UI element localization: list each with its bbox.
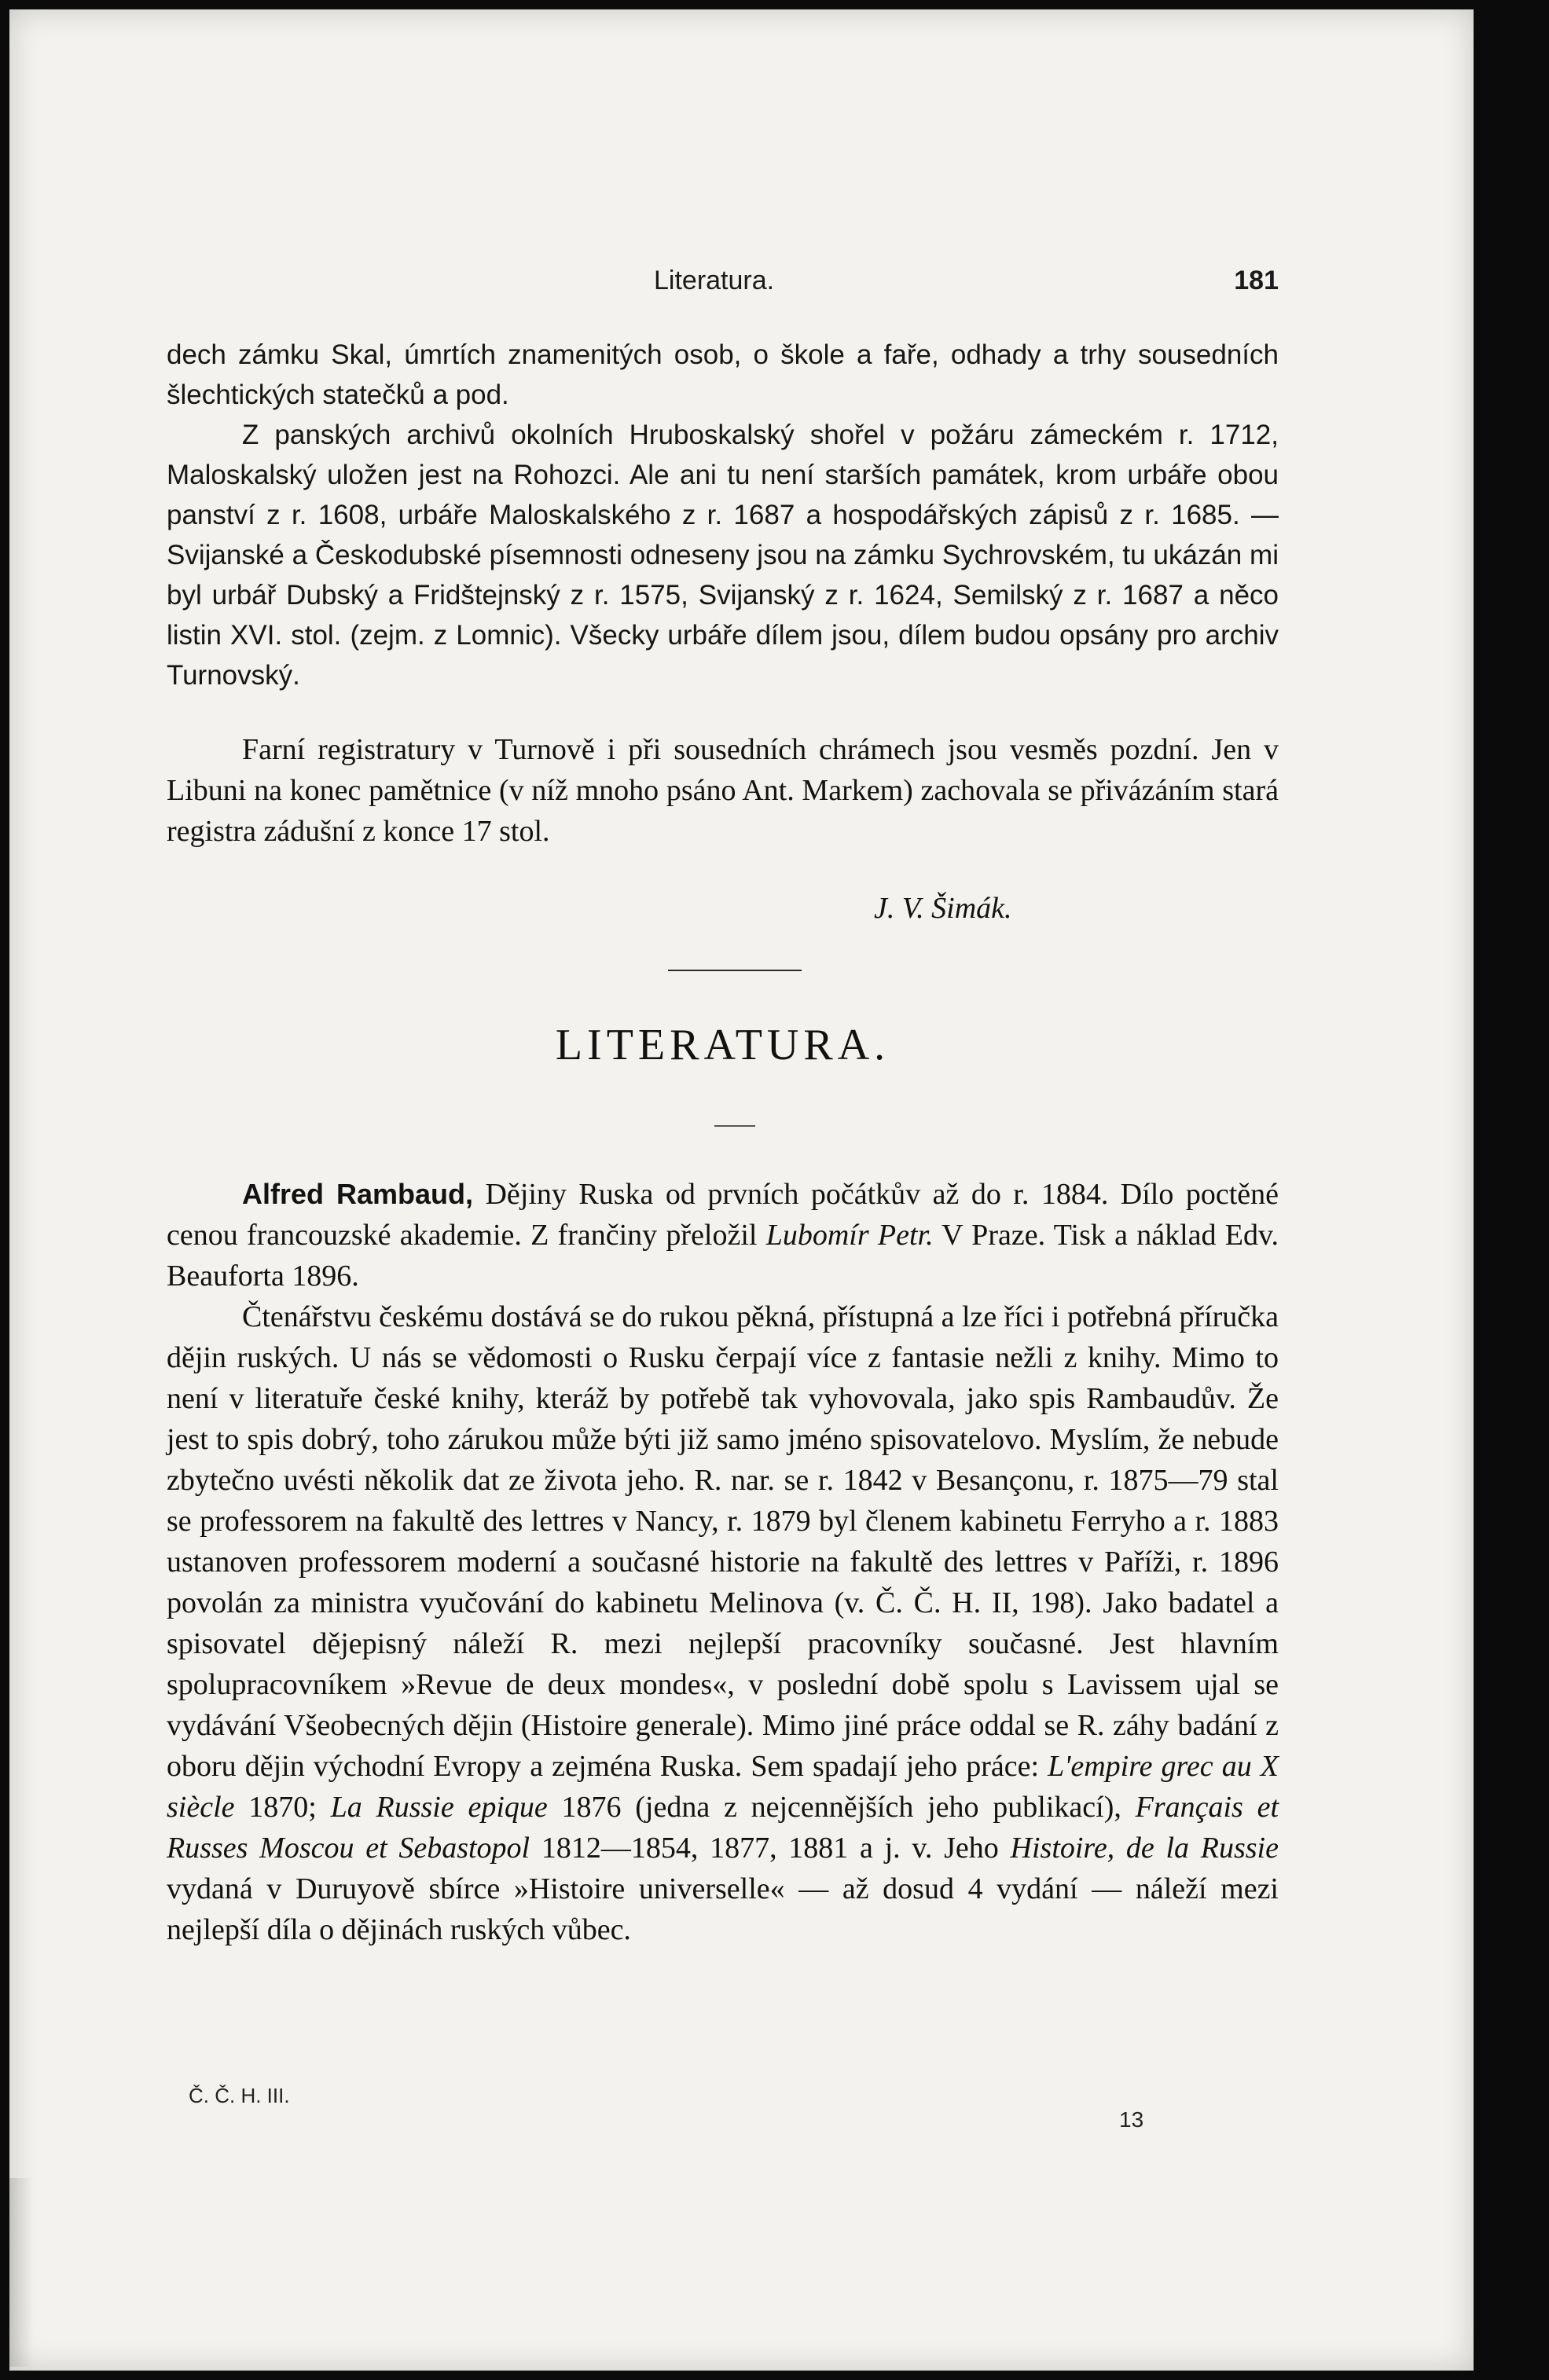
work-title: La Russie epique — [330, 1791, 548, 1824]
sheet-signature: Č. Č. H. III. — [189, 2084, 290, 2107]
page-edge-shadow — [9, 2178, 33, 2367]
review-text: 1876 (jedna z nejcennějších jeho publikací), — [547, 1791, 1136, 1824]
parish-registers-paragraph — [167, 729, 1279, 852]
paragraph: Z panských archivů okolních Hruboskalský shořel v požáru zámeckém r. 1712, Maloskalský uložen jest na Rohozci. Ale ani tu není starších památek, krom urbáře obou panství z r. 1608, urbáře Maloskalského z r. 1687 a hospodářských zápisů z r. 1685. — Svijanské a Českodubské písemnosti odneseny jsou na zámku Sychrovském, tu ukázán mi byl urbář Dubský a Fridštejnský z r. 1575, Svijanský z r. 1624, Semilský z r. 1687 a něco listin XVI. stol. (zejm. z Lomnic). Všecky urbáře dílem jsou, dílem budou opsány pro archiv Turnovský. — [167, 420, 1279, 691]
review-text: 1870; — [234, 1791, 331, 1824]
work-title: Français et Russes Moscou et Sebastopol — [167, 1791, 1279, 1865]
review-citation — [167, 1174, 1279, 1296]
review-text: vydaná v Duruyově sbírce »Histoire universelle« — až dosud 4 vydání — náleží mezi nejlepší díla o dějinách ruských vůbec. — [167, 1872, 1279, 1946]
section-title: LITERATURA. — [555, 1021, 890, 1069]
citation-text: Dějiny Ruska od prvních počátkův až do r. 1884. Dílo poctěné cenou francouzské akademie. Z frančiny přeložil — [167, 1178, 1279, 1252]
review-text: Čtenářstvu českému dostává se do rukou pěkná, přístupná a lze říci i potřebná příručka dějin ruských. U nás se vědomosti o Rusku čerpají více z fantasie nežli z knihy. Mimo to není v literatuře české knihy, kteráž by potřebě tak vyhovovala, jako spis Rambaudův. Že jest to spis dobrý, toho zárukou může býti již samo jméno spisovatelovo. Myslím, že nebude zbytečno uvésti několik dat ze života jeho. R. nar. se r. 1842 v Besançonu, r. 1875—79 stal se professorem na fakultě des lettres v Nancy, r. 1879 byl členem kabinetu Ferryho a r. 1883 ustanoven professorem moderní a současné historie na fakultě des lettres v Paříži, r. 1896 povolán za ministra vyučování do kabinetu Melinova (v. Č. Č. H. II, 198). Jako badatel a spisovatel dějepisný náleží R. mezi nejlepší pracovníky současné. Jest hlavním spolupracovníkem »Revue de deux mondes«, v poslední době spolu s Lavissem ujal se vydávání Všeobecných dějin (Histoire generale). Mimo jiné práce oddal se R. záhy badání z oboru dějin východní Evropy a zejména Ruska. Sem spadají jeho práce: — [167, 1300, 1279, 1783]
page-number: 181 — [1234, 266, 1279, 295]
review-body — [167, 1296, 1279, 1950]
paragraph: Farní registratury v Turnově i při sousedních chrámech jsou vesměs pozdní. Jen v Libuni na konec pamětnice (v níž mnoho psáno Ant. Markem) zachovala se přivázáním stará registra zádušní z konce 17 stol. — [167, 733, 1279, 848]
running-title: Literatura. — [654, 266, 775, 295]
document-page — [9, 9, 1474, 2371]
title-divider — [714, 1125, 755, 1127]
paragraph: dech zámku Skal, úmrtích znamenitých osob, o škole a faře, odhady a trhy sousedních šlechtických statečků a pod. — [167, 339, 1279, 410]
sheet-number: 13 — [1119, 2107, 1144, 2132]
citation-publisher: V Praze. Tisk a náklad Edv. Beauforta 1896. — [167, 1219, 1279, 1293]
reviewed-author: Alfred Rambaud, — [242, 1178, 474, 1210]
author-signature: J. V. Šimák. — [874, 892, 1012, 925]
translator-name: Lubomír Petr. — [765, 1219, 934, 1252]
continuation-text — [167, 335, 1279, 695]
work-title: Histoire, de la Russie — [1010, 1832, 1279, 1865]
review-text: 1812—1854, 1877, 1881 a j. v. Jeho — [530, 1832, 1011, 1865]
book-review — [167, 1174, 1279, 1950]
section-divider — [668, 970, 802, 971]
running-head — [167, 266, 1279, 305]
work-title: L'empire grec au X siècle — [167, 1750, 1279, 1824]
